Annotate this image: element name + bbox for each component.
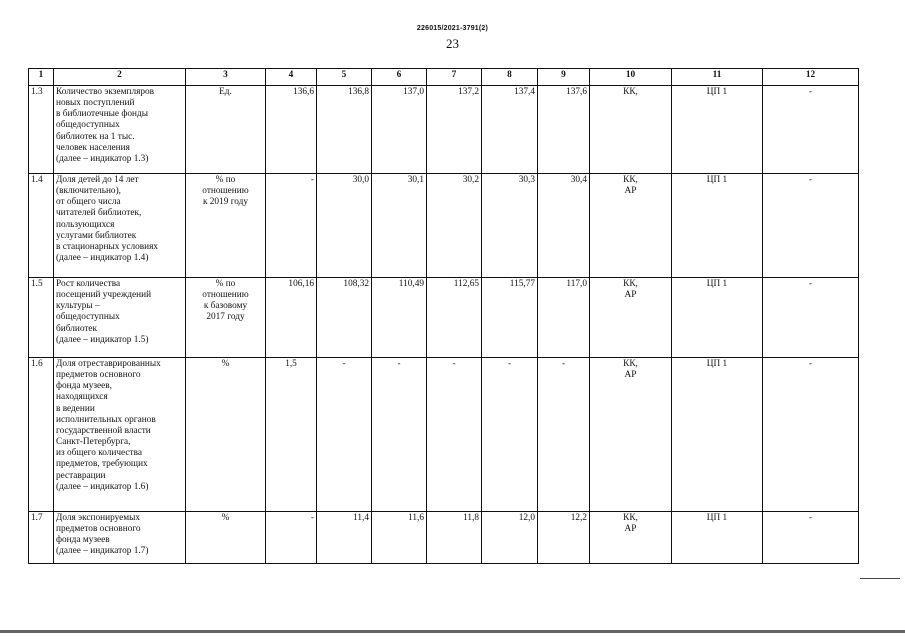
indicator-row: [29, 86, 859, 174]
value-cell: 137,6: [538, 86, 590, 174]
value-cell: 30,3: [482, 174, 538, 278]
note-cell: -: [763, 278, 859, 358]
value-cell: 110,49: [372, 278, 427, 358]
column-header: 7: [427, 69, 482, 86]
value-cell: 30,2: [427, 174, 482, 278]
value-cell: 1,5: [266, 358, 317, 512]
value-cell: 137,4: [482, 86, 538, 174]
value-cell: -: [372, 358, 427, 512]
note-cell: -: [763, 512, 859, 564]
value-cell: -: [538, 358, 590, 512]
program-cell: ЦП 1: [672, 86, 763, 174]
indicator-name-cell: Рост количества посещений учреждений культуры – общедоступных библиотек (далее – индикатор 1.5): [54, 278, 186, 358]
column-header: 3: [186, 69, 266, 86]
program-cell: ЦП 1: [672, 174, 763, 278]
value-cell: 12,2: [538, 512, 590, 564]
indicator-row: [29, 174, 859, 278]
value-cell: -: [266, 174, 317, 278]
value-cell: 137,2: [427, 86, 482, 174]
program-cell: ЦП 1: [672, 512, 763, 564]
value-cell: -: [266, 512, 317, 564]
unit-cell: %: [186, 358, 266, 512]
table-header: [29, 69, 859, 86]
page-bottom-edge: [0, 630, 905, 633]
column-header: 2: [54, 69, 186, 86]
column-header: 11: [672, 69, 763, 86]
value-cell: 137,0: [372, 86, 427, 174]
value-cell: -: [317, 358, 372, 512]
value-cell: 136,8: [317, 86, 372, 174]
value-cell: 117,0: [538, 278, 590, 358]
indicator-row: [29, 512, 859, 564]
value-cell: 11,8: [427, 512, 482, 564]
value-cell: 12,0: [482, 512, 538, 564]
indicator-name-cell: Количество экземпляров новых поступлений в библиотечные фонды общедоступных библиотек на 1 тыс. человек населения (далее – индикатор 1.3): [54, 86, 186, 174]
value-cell: 115,77: [482, 278, 538, 358]
value-cell: 30,0: [317, 174, 372, 278]
indicator-name-cell: Доля экспонируемых предметов основного фонда музеев (далее – индикатор 1.7): [54, 512, 186, 564]
column-header: 6: [372, 69, 427, 86]
value-cell: -: [482, 358, 538, 512]
value-cell: 30,1: [372, 174, 427, 278]
unit-cell: %: [186, 512, 266, 564]
page-number: 23: [446, 36, 459, 51]
column-header: 8: [482, 69, 538, 86]
value-cell: 106,16: [266, 278, 317, 358]
indicators-table-container: [28, 68, 859, 564]
indicator-name-cell: Доля отреставрированных предметов основного фонда музеев, находящихся в ведении исполнительных органов государственной власти Санкт-Петербурга, из общего количества предметов, требующих реставрации (далее – индикатор 1.6): [54, 358, 186, 512]
indicator-number-cell: 1.3: [29, 86, 54, 174]
source-cell: КК, АР: [590, 174, 672, 278]
column-header: 4: [266, 69, 317, 86]
unit-cell: % по отношению к базовому 2017 году: [186, 278, 266, 358]
value-cell: 112,65: [427, 278, 482, 358]
indicator-number-cell: 1.7: [29, 512, 54, 564]
source-cell: КК, АР: [590, 278, 672, 358]
value-cell: 108,32: [317, 278, 372, 358]
note-cell: -: [763, 174, 859, 278]
source-cell: КК,: [590, 86, 672, 174]
unit-cell: % по отношению к 2019 году: [186, 174, 266, 278]
indicator-row: [29, 358, 859, 512]
indicators-table: [28, 68, 859, 564]
column-header: 5: [317, 69, 372, 86]
column-number-row: [29, 69, 859, 86]
note-cell: -: [763, 358, 859, 512]
document-registration-number: 226015/2021-3791(2): [416, 25, 489, 32]
column-header: 1: [29, 69, 54, 86]
table-body: [29, 86, 859, 564]
page-edge-mark: [860, 578, 900, 579]
value-cell: 11,6: [372, 512, 427, 564]
indicator-number-cell: 1.5: [29, 278, 54, 358]
unit-cell: Ед.: [186, 86, 266, 174]
indicator-number-cell: 1.6: [29, 358, 54, 512]
value-cell: 136,6: [266, 86, 317, 174]
column-header: 12: [763, 69, 859, 86]
source-cell: КК, АР: [590, 358, 672, 512]
indicator-row: [29, 278, 859, 358]
program-cell: ЦП 1: [672, 358, 763, 512]
value-cell: 11,4: [317, 512, 372, 564]
source-cell: КК, АР: [590, 512, 672, 564]
program-cell: ЦП 1: [672, 278, 763, 358]
column-header: 9: [538, 69, 590, 86]
note-cell: -: [763, 86, 859, 174]
column-header: 10: [590, 69, 672, 86]
value-cell: -: [427, 358, 482, 512]
value-cell: 30,4: [538, 174, 590, 278]
indicator-name-cell: Доля детей до 14 лет (включительно), от общего числа читателей библиотек, пользующихся услугами библиотек в стационарных условиях (далее – индикатор 1.4): [54, 174, 186, 278]
indicator-number-cell: 1.4: [29, 174, 54, 278]
